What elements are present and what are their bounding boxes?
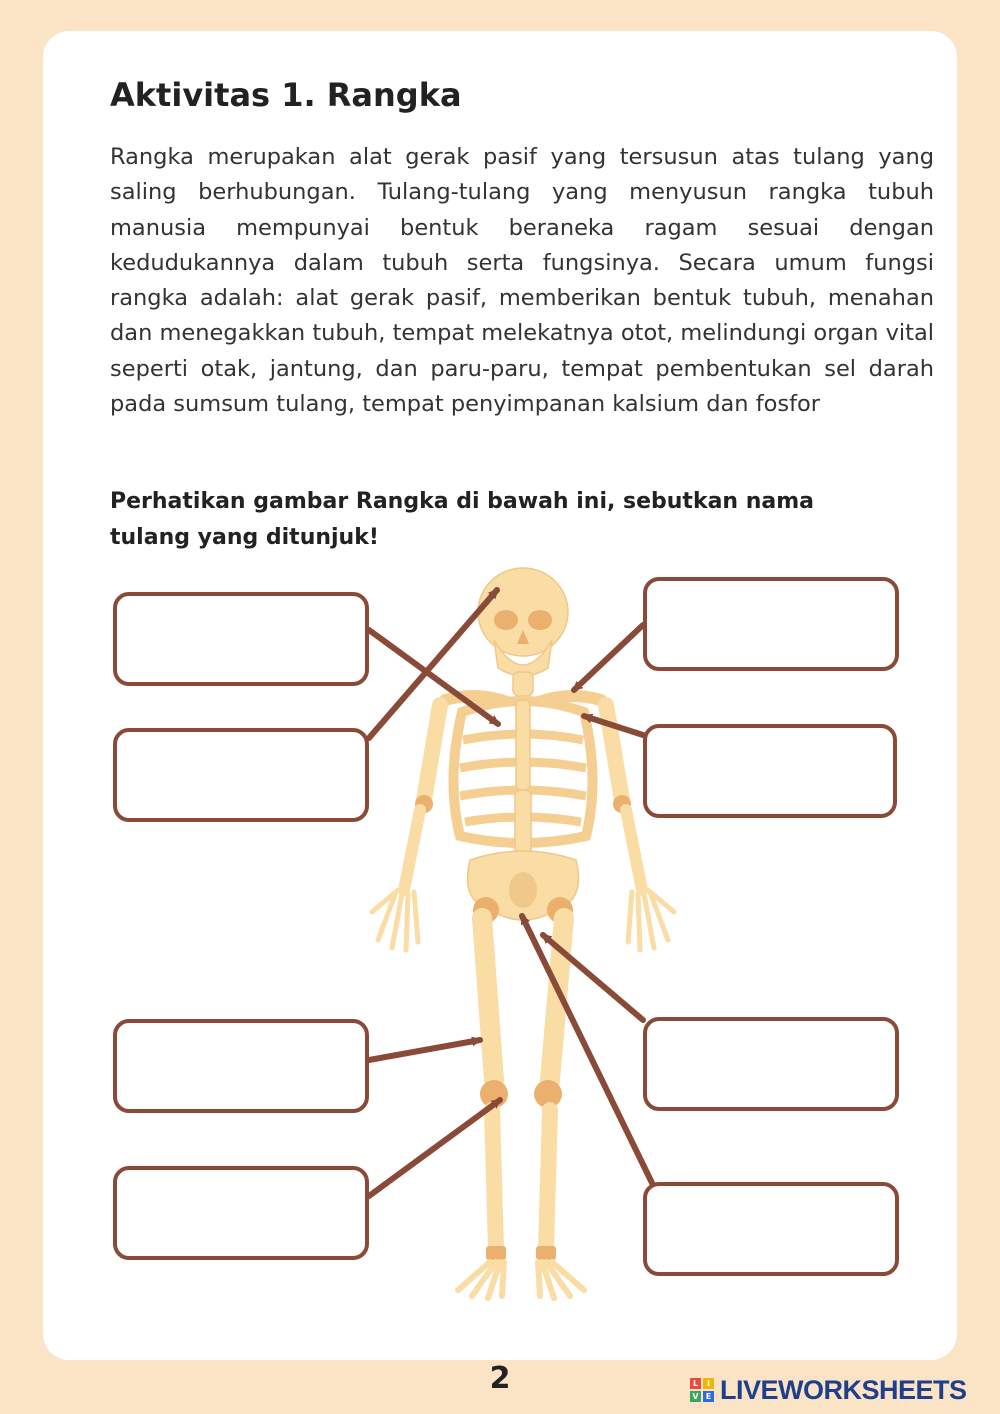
eye-socket-right xyxy=(528,610,552,630)
answer-input-6[interactable] xyxy=(117,1170,365,1256)
logo-letter-v: V xyxy=(690,1391,701,1402)
left-hand xyxy=(372,890,418,950)
right-ankle xyxy=(536,1246,556,1260)
right-foot xyxy=(538,1262,584,1298)
answer-box-7[interactable] xyxy=(643,1017,899,1111)
answer-box-2[interactable] xyxy=(113,728,369,822)
instruction-text: Perhatikan gambar Rangka di bawah ini, sebutkan nama tulang yang ditunjuk! xyxy=(110,489,815,550)
answer-box-1[interactable] xyxy=(113,592,369,686)
answer-input-4[interactable] xyxy=(647,728,893,814)
answer-input-1[interactable] xyxy=(117,596,365,682)
answer-box-6[interactable] xyxy=(113,1166,369,1260)
logo-letter-e: E xyxy=(703,1391,714,1402)
brand-name: LIVEWORKSHEETS xyxy=(720,1374,967,1405)
right-hand xyxy=(628,890,674,950)
answer-box-4[interactable] xyxy=(643,724,897,818)
left-foot xyxy=(458,1262,504,1298)
answer-input-8[interactable] xyxy=(647,1186,895,1272)
left-humerus xyxy=(424,705,440,800)
sternum xyxy=(516,700,530,790)
logo-letter-i: I xyxy=(703,1378,714,1389)
arrow-to-patella xyxy=(369,1100,500,1196)
cervical-vertebrae xyxy=(513,672,533,696)
left-femur xyxy=(482,918,494,1080)
answer-box-8[interactable] xyxy=(643,1182,899,1276)
answer-input-7[interactable] xyxy=(647,1021,895,1107)
eye-socket-left xyxy=(494,610,518,630)
liveworksheets-logo-icon xyxy=(690,1378,714,1402)
left-forearm xyxy=(404,810,420,890)
arrow-to-femur xyxy=(369,1040,480,1060)
right-forearm xyxy=(626,810,642,890)
skeleton-description-paragraph: Rangka merupakan alat gerak pasif yang tersusun atas tulang yang saling berhubungan. Tulang-tulang yang menyusun rangka tubuh manusia mempunyai bentuk beraneka ragam sesuai dengan kedudukannya dalam tubuh serta fungsinya. Secara umum fungsi rangka adalah: alat gerak pasif, memberikan bentuk tubuh, menahan dan menegakkan tubuh, tempat melekatnya otot, melindungi organ vital seperti otak, jantung, dan paru-paru, tempat pembentukan sel darah pada sumsum tulang, tempat penyimpanan kalsium dan fosfor xyxy=(110,144,934,418)
arrow-to-clavicle xyxy=(574,625,643,690)
answer-box-5[interactable] xyxy=(113,1019,369,1113)
left-tibia xyxy=(492,1110,496,1248)
skeleton-illustration xyxy=(372,568,674,1298)
spine xyxy=(515,790,531,860)
left-ankle xyxy=(486,1246,506,1260)
right-humerus xyxy=(606,705,622,800)
answer-input-3[interactable] xyxy=(647,581,895,667)
answer-input-5[interactable] xyxy=(117,1023,365,1109)
logo-letter-l: L xyxy=(690,1378,701,1389)
activity-title: Aktivitas 1. Rangka xyxy=(110,76,462,114)
liveworksheets-brand[interactable] xyxy=(690,1370,967,1410)
answer-box-3[interactable] xyxy=(643,577,899,671)
right-tibia xyxy=(546,1110,550,1248)
answer-input-2[interactable] xyxy=(117,732,365,818)
sacrum xyxy=(509,872,537,908)
page-number: 2 xyxy=(489,1361,511,1396)
